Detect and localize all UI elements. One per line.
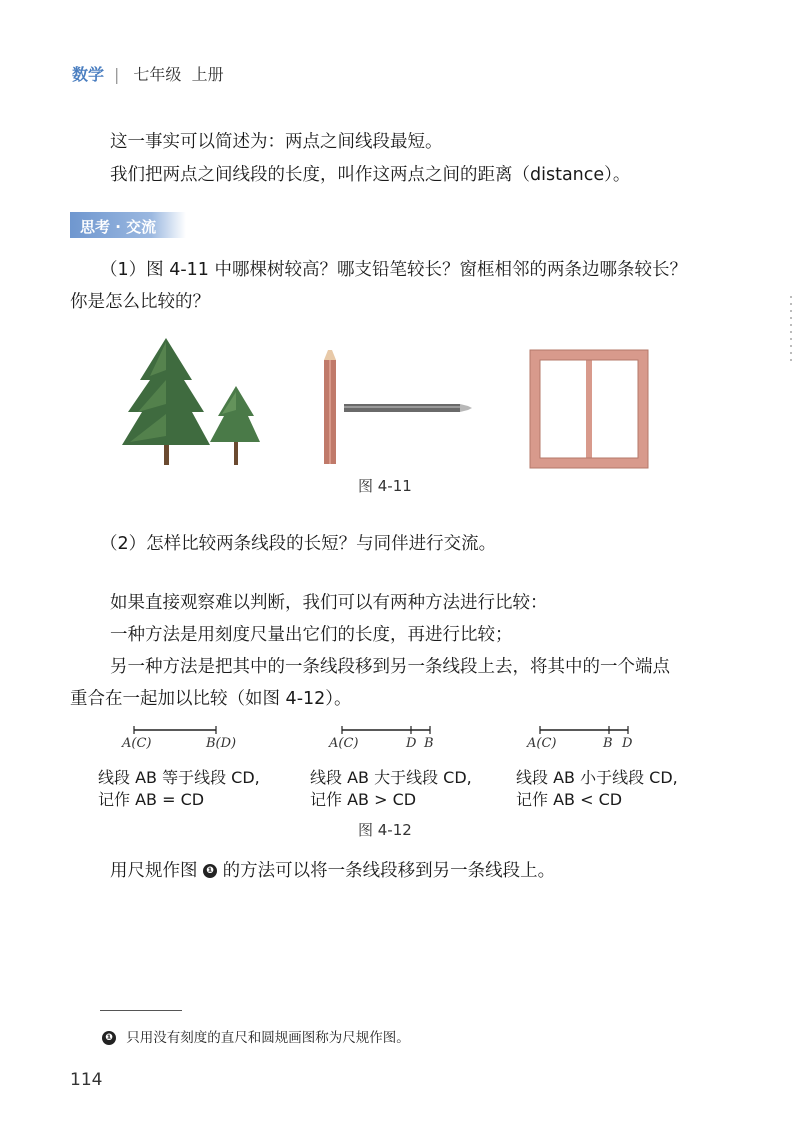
compass-note-after: 的方法可以将一条线段移到另一条线段上。 xyxy=(222,861,556,881)
method-2-line-1: 另一种方法是把其中的一条线段移到另一条线段上去，将其中的一个端点 xyxy=(110,657,670,677)
case-3-desc-line-2: 记作 AB < CD xyxy=(516,790,623,809)
figure-4-11 xyxy=(110,330,670,470)
case-2-description xyxy=(310,767,472,811)
footnote-text: 只用没有刻度的直尺和圆规画图称为尺规作图。 xyxy=(126,1030,410,1046)
compass-construction-note xyxy=(110,863,555,881)
section-tag-think-discuss xyxy=(70,212,186,238)
margin-marks xyxy=(790,296,792,366)
case-1-desc-line-2: 记作 AB = CD xyxy=(98,790,205,809)
fact-paragraph: 这一事实可以简述为：两点之间线段最短。 xyxy=(110,132,443,152)
method-2-line-2: 重合在一起加以比较（如图 4-12）。 xyxy=(70,689,352,709)
method-1: 一种方法是用刻度尺量出它们的长度，再进行比较； xyxy=(110,625,513,645)
case-2-left-label: A(C) xyxy=(329,736,359,751)
case-3-label-d: D xyxy=(622,736,633,751)
distance-paragraph: 我们把两点之间线段的长度，叫作这两点之间的距离（distance）。 xyxy=(110,165,631,185)
case-1-description xyxy=(98,767,260,811)
case-1-right-label: B(D) xyxy=(206,736,237,751)
header-grade: 七年级 xyxy=(133,65,182,84)
question-1-line-2: 你是怎么比较的？ xyxy=(70,292,210,312)
header-subject: 数学 xyxy=(72,65,105,84)
figure-4-12-caption: 图 4-12 xyxy=(358,821,412,839)
window-frame-illustration xyxy=(530,350,648,468)
case-3-left-label: A(C) xyxy=(527,736,557,751)
footnote-marker: ❶ xyxy=(102,1031,116,1045)
page-number: 114 xyxy=(70,1070,103,1090)
header-volume: 上册 xyxy=(191,65,224,84)
case-2-desc-line-1: 线段 AB 大于线段 CD, xyxy=(310,768,472,787)
tall-tree-illustration xyxy=(122,338,210,465)
footnote-divider xyxy=(100,1010,182,1011)
compass-note-before: 用尺规作图 xyxy=(110,861,198,881)
short-tree-illustration xyxy=(210,386,260,465)
case-3-desc-line-1: 线段 AB 小于线段 CD, xyxy=(516,768,678,787)
footnote xyxy=(102,1026,410,1046)
case-3-label-b: B xyxy=(603,736,613,751)
footnote-reference-marker[interactable]: ❶ xyxy=(203,864,217,878)
horizontal-pencil-illustration xyxy=(344,404,472,412)
vertical-pencil-illustration xyxy=(324,350,336,464)
segment-equal xyxy=(134,726,216,734)
case-2-label-d: D xyxy=(406,736,417,751)
section-tag-label: 思考 · 交流 xyxy=(80,218,157,236)
case-3-description xyxy=(516,767,678,811)
case-1-desc-line-1: 线段 AB 等于线段 CD, xyxy=(98,768,260,787)
case-1-left-label: A(C) xyxy=(122,736,152,751)
running-header xyxy=(72,62,224,85)
methods-intro: 如果直接观察难以判断，我们可以有两种方法进行比较： xyxy=(110,593,548,613)
question-2: （2）怎样比较两条线段的长短？与同伴进行交流。 xyxy=(100,534,497,554)
figure-4-12-segments xyxy=(100,722,660,742)
segment-greater xyxy=(342,726,430,734)
header-separator: | xyxy=(114,65,120,84)
segment-less xyxy=(540,726,628,734)
case-2-desc-line-2: 记作 AB > CD xyxy=(310,790,417,809)
question-1-line-1: （1）图 4-11 中哪棵树较高？哪支铅笔较长？窗框相邻的两条边哪条较长？ xyxy=(100,260,687,280)
case-2-label-b: B xyxy=(424,736,434,751)
figure-4-11-caption: 图 4-11 xyxy=(358,477,412,495)
